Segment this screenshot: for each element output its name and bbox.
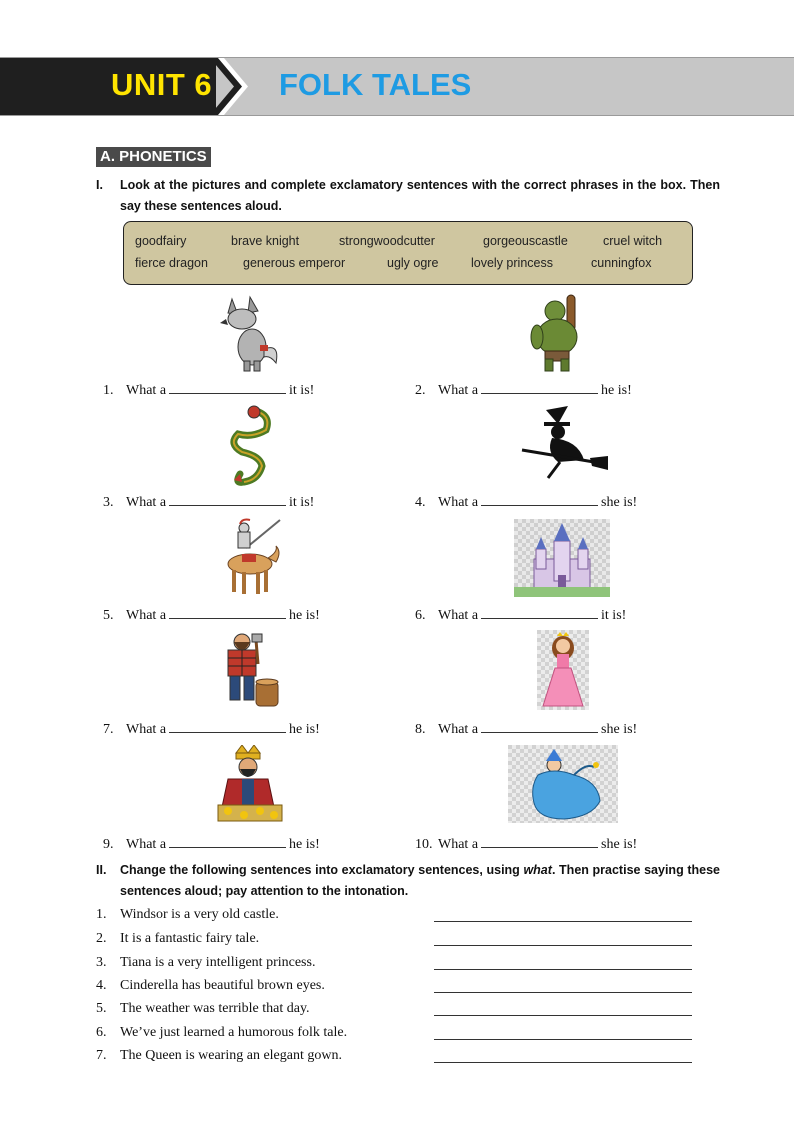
section-heading: A. PHONETICS — [96, 147, 211, 167]
exercise-2-item — [96, 931, 259, 947]
exercise-1-item — [103, 720, 320, 738]
answer-line[interactable] — [434, 968, 692, 970]
word-box-phrase: brave knight — [231, 234, 300, 248]
item-number: 9. — [103, 837, 114, 852]
item-prefix: What a — [126, 837, 167, 852]
item-number: 7. — [103, 722, 114, 737]
item-number: 10. — [415, 837, 433, 852]
item-sentence: The weather was terrible that day. — [120, 1001, 310, 1016]
item-suffix: she is! — [601, 837, 638, 852]
item-prefix: What a — [126, 495, 167, 510]
answer-line[interactable] — [434, 944, 692, 946]
item-number: 6. — [96, 1025, 107, 1040]
answer-blank[interactable] — [481, 493, 598, 506]
word-box-phrase: generous emperor — [243, 256, 346, 270]
princess-icon — [537, 630, 589, 710]
answer-line[interactable] — [434, 991, 692, 993]
answer-line[interactable] — [434, 1014, 692, 1016]
knight-icon — [220, 518, 282, 598]
item-suffix: he is! — [289, 722, 320, 737]
word-box-phrase: ugly ogre — [387, 256, 439, 270]
answer-line[interactable] — [434, 1061, 692, 1063]
answer-blank[interactable] — [481, 381, 598, 394]
item-prefix: What a — [126, 608, 167, 623]
exercise-1-instruction — [96, 175, 720, 217]
instruction-text: Look at the pictures and complete exclamatory sentences with the correct phrases in the box. Then say these sentences aloud. — [120, 178, 720, 213]
exercise-1-item — [415, 720, 637, 738]
item-suffix: he is! — [289, 837, 320, 852]
item-prefix: What a — [438, 608, 479, 623]
word-box-phrase: gorgeouscastle — [483, 234, 568, 248]
exercise-number: II. — [96, 863, 107, 877]
item-prefix: What a — [438, 837, 479, 852]
exercise-2-item — [96, 1048, 342, 1064]
instruction-keyword: what — [523, 863, 552, 877]
item-sentence: Tiana is a very intelligent princess. — [120, 955, 316, 970]
answer-blank[interactable] — [481, 606, 598, 619]
item-number: 3. — [96, 955, 107, 970]
word-box-phrase: goodfairy — [135, 234, 187, 248]
exercise-number: I. — [96, 178, 103, 192]
exercise-2-item — [96, 955, 315, 971]
item-number: 1. — [96, 907, 107, 922]
word-box-phrase: cunningfox — [591, 256, 652, 270]
unit-banner — [0, 57, 794, 116]
item-sentence: Cinderella has beautiful brown eyes. — [120, 978, 325, 993]
ogre-icon — [527, 293, 595, 373]
word-box-phrase: fierce dragon — [135, 256, 208, 270]
woodcutter-icon — [220, 630, 284, 708]
item-prefix: What a — [438, 722, 479, 737]
exercise-1-item — [415, 493, 637, 511]
item-suffix: he is! — [601, 383, 632, 398]
instruction-text — [120, 860, 720, 902]
item-prefix: What a — [438, 383, 479, 398]
answer-blank[interactable] — [169, 381, 286, 394]
item-number: 4. — [415, 495, 426, 510]
answer-blank[interactable] — [481, 720, 598, 733]
item-suffix: it is! — [289, 383, 315, 398]
item-number: 3. — [103, 495, 114, 510]
item-number: 2. — [415, 383, 426, 398]
item-suffix: he is! — [289, 608, 320, 623]
item-suffix: she is! — [601, 722, 638, 737]
item-sentence: It is a fantastic fairy tale. — [120, 931, 260, 946]
item-sentence: Windsor is a very old castle. — [120, 907, 279, 922]
item-number: 1. — [103, 383, 114, 398]
answer-blank[interactable] — [481, 835, 598, 848]
exercise-2-item — [96, 978, 325, 994]
unit-label: UNIT 6 — [111, 67, 213, 102]
item-number: 5. — [96, 1001, 107, 1016]
emperor-icon — [214, 745, 286, 825]
answer-line[interactable] — [434, 1038, 692, 1040]
exercise-1-item — [415, 381, 632, 399]
item-sentence: The Queen is wearing an elegant gown. — [120, 1048, 342, 1063]
answer-line[interactable] — [434, 920, 692, 922]
exercise-1-item — [415, 606, 626, 624]
item-sentence: We’ve just learned a humorous folk tale. — [120, 1025, 348, 1040]
item-number: 4. — [96, 978, 107, 993]
unit-title: FOLK TALES — [279, 67, 472, 102]
chevron-right-icon — [210, 58, 250, 115]
item-prefix: What a — [438, 495, 479, 510]
instruction-part: Change the following sentences into exclamatory sentences, using — [120, 863, 524, 877]
exercise-2-item — [96, 907, 279, 923]
item-number: 6. — [415, 608, 426, 623]
item-suffix: it is! — [289, 495, 315, 510]
witch-icon — [518, 404, 610, 484]
item-number: 7. — [96, 1048, 107, 1063]
exercise-1-item — [415, 835, 637, 853]
answer-blank[interactable] — [169, 606, 286, 619]
item-number: 8. — [415, 722, 426, 737]
exercise-2-item — [96, 1001, 310, 1017]
answer-blank[interactable] — [169, 493, 286, 506]
instruction-part: . Then practise saying these sentences aloud; pay attention to the intonation. — [120, 863, 720, 898]
dragon-icon — [222, 404, 280, 488]
fairy-icon — [508, 745, 618, 823]
exercise-2-instruction — [96, 860, 720, 902]
item-number: 2. — [96, 931, 107, 946]
answer-blank[interactable] — [169, 835, 286, 848]
exercise-2-item — [96, 1025, 347, 1041]
castle-icon — [514, 519, 610, 597]
item-prefix: What a — [126, 383, 167, 398]
exercise-1-item — [103, 835, 320, 853]
word-box — [123, 221, 693, 285]
answer-blank[interactable] — [169, 720, 286, 733]
word-box-phrase: lovely princess — [471, 256, 553, 270]
word-box-phrase: strongwoodcutter — [339, 234, 435, 248]
word-box-phrase: cruel witch — [603, 234, 663, 248]
item-suffix: she is! — [601, 495, 638, 510]
exercise-1-item — [103, 381, 314, 399]
exercise-1-item — [103, 606, 320, 624]
item-number: 5. — [103, 608, 114, 623]
exercise-1-item — [103, 493, 314, 511]
item-suffix: it is! — [601, 608, 627, 623]
item-prefix: What a — [126, 722, 167, 737]
wolf-icon — [220, 293, 282, 373]
